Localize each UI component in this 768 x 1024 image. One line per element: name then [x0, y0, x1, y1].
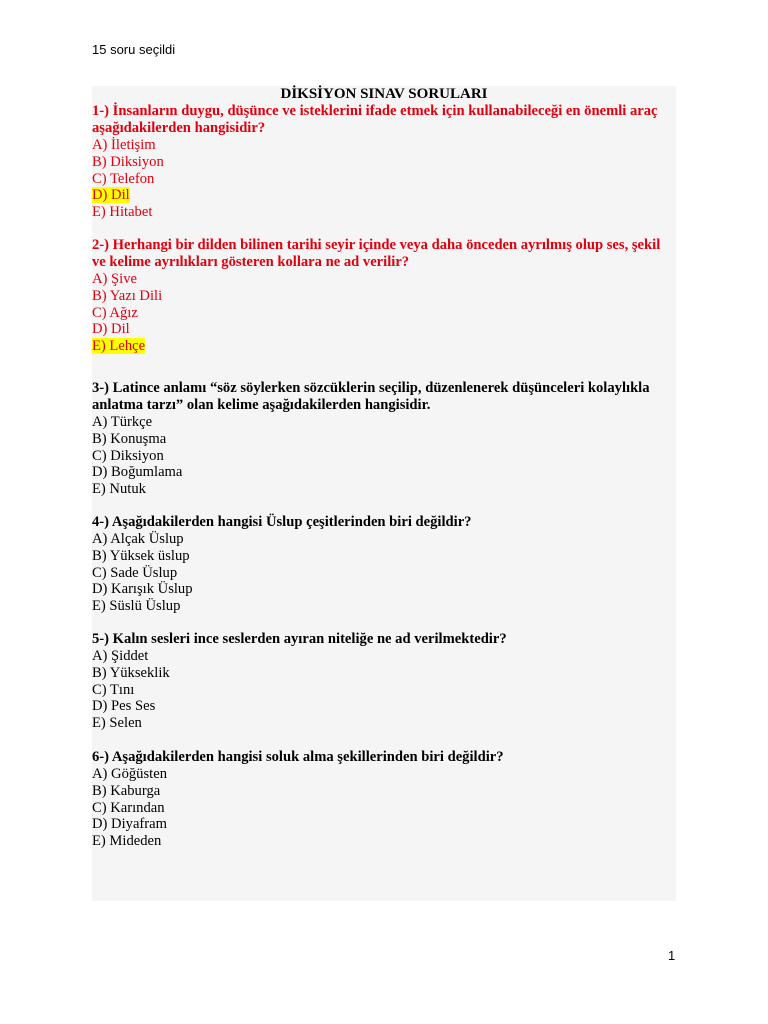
question-4: [92, 514, 672, 615]
question-1: [92, 103, 672, 221]
option-b[interactable]: B) Diksiyon: [92, 153, 164, 170]
question-2: [92, 237, 672, 355]
option-d[interactable]: D) Pes Ses: [92, 698, 156, 715]
option-d[interactable]: D) Boğumlama: [92, 464, 183, 481]
document-panel: [92, 86, 676, 901]
option-d-answer[interactable]: [92, 187, 672, 204]
option-c[interactable]: C) Diksiyon: [92, 447, 164, 464]
page-number: 1: [668, 948, 676, 963]
question-text: 1-) İnsanların duygu, düşünce ve isteklerini ifade etmek için kullanabileceği en önemli araç aşağıdakilerden hangisidir?: [92, 103, 658, 136]
option-a[interactable]: A) Şive: [92, 271, 137, 287]
option-a[interactable]: A) Alçak Üslup: [92, 531, 184, 547]
selection-count-note: 15 soru seçildi: [92, 42, 176, 57]
option-e-answer[interactable]: [92, 338, 672, 355]
option-b[interactable]: B) Yüksek üslup: [92, 547, 190, 564]
option-e[interactable]: E) Hitabet: [92, 204, 153, 221]
option-d[interactable]: D) Karışık Üslup: [92, 581, 193, 598]
option-c[interactable]: C) Tını: [92, 681, 135, 698]
option-a[interactable]: A) Şiddet: [92, 648, 149, 664]
question-text: 4-) Aşağıdakilerden hangisi Üslup çeşitlerinden biri değildir?: [92, 514, 472, 530]
question-3: [92, 380, 672, 498]
option-b[interactable]: B) Yükseklik: [92, 664, 170, 681]
document-title: DİKSİYON SINAV SORULARI: [280, 86, 488, 102]
option-b[interactable]: B) Kaburga: [92, 782, 161, 799]
question-text: 2-) Herhangi bir dilden bilinen tarihi seyir içinde veya daha önceden ayrılmış olup ses, şekil ve kelime ayrılıkları gösteren kollara ne ad verilir?: [92, 237, 661, 270]
highlighted-answer: D) Dil: [92, 187, 130, 204]
question-5: [92, 631, 672, 732]
option-d[interactable]: D) Diyafram: [92, 816, 167, 833]
option-e[interactable]: E) Selen: [92, 715, 142, 732]
question-text: 6-) Aşağıdakilerden hangisi soluk alma şekillerinden biri değildir?: [92, 749, 504, 765]
option-b[interactable]: B) Yazı Dili: [92, 287, 163, 304]
option-e[interactable]: E) Mideden: [92, 833, 162, 850]
option-c[interactable]: C) Telefon: [92, 170, 155, 187]
option-a[interactable]: A) Türkçe: [92, 414, 153, 430]
option-d[interactable]: D) Dil: [92, 321, 130, 338]
question-text: 3-) Latince anlamı “söz söylerken sözcüklerin seçilip, düzenlenerek düşünceleri kolaylıkla anlatma tarzı” olan kelime aşağıdakilerden hangisidir.: [92, 380, 650, 413]
option-e[interactable]: E) Süslü Üslup: [92, 598, 181, 615]
option-a[interactable]: A) Göğüsten: [92, 766, 167, 782]
option-b[interactable]: B) Konuşma: [92, 430, 167, 447]
question-6: [92, 749, 672, 850]
highlighted-answer: E) Lehçe: [92, 338, 146, 355]
option-c[interactable]: C) Ağız: [92, 304, 138, 321]
question-text: 5-) Kalın sesleri ince seslerden ayıran niteliğe ne ad verilmektedir?: [92, 631, 507, 647]
option-a[interactable]: A) İletişim: [92, 137, 156, 153]
option-e[interactable]: E) Nutuk: [92, 481, 146, 498]
option-c[interactable]: C) Sade Üslup: [92, 564, 178, 581]
option-c[interactable]: C) Karından: [92, 799, 165, 816]
